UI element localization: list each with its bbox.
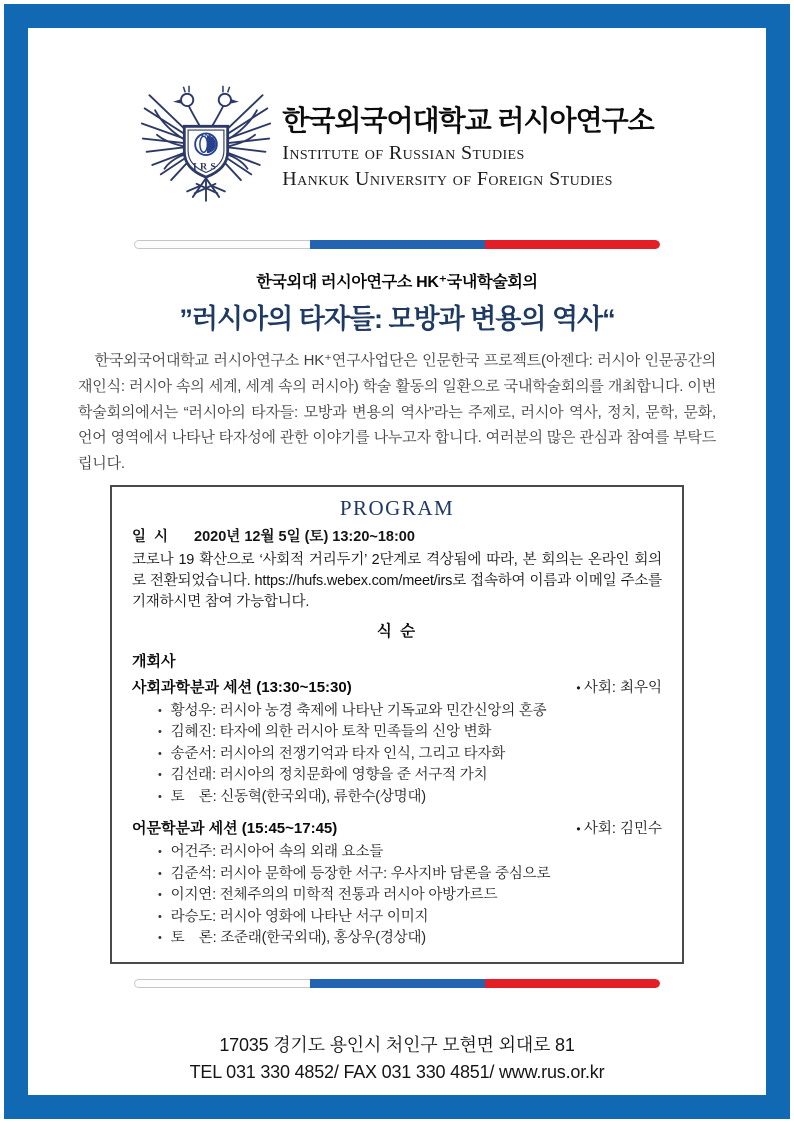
talk-item: • 김준석: 러시아 문학에 등장한 서구: 우사지바 담론을 중심으로 bbox=[158, 864, 662, 886]
footer-contact-block bbox=[28, 1032, 766, 1086]
org-name-english-line1: Institute of Russian Studies bbox=[282, 142, 525, 165]
talk-item: • 김선래: 러시아의 정치문화에 영향을 준 서구적 가치 bbox=[158, 765, 662, 787]
event-title: ”러시아의 타자들: 모방과 변용의 역사“ bbox=[179, 304, 615, 334]
agenda-heading: 식 순 bbox=[376, 622, 418, 640]
talk-item: • 어건주: 러시아어 속의 외래 요소들 bbox=[158, 842, 662, 864]
flag-white-segment bbox=[134, 979, 310, 988]
session2-moderator: • 사회: 김민수 bbox=[576, 818, 662, 840]
session1-moderator: • 사회: 최우익 bbox=[576, 677, 662, 699]
poster-content bbox=[28, 28, 766, 1095]
talk-item: • 라승도: 러시아 영화에 나타난 서구 이미지 bbox=[158, 907, 662, 929]
program-box-title: PROGRAM bbox=[339, 495, 455, 520]
opening-remarks-label: 개회사 bbox=[132, 652, 176, 670]
session1-talk-list bbox=[132, 701, 662, 809]
session1-header bbox=[132, 677, 662, 699]
datetime-label: 일 시 bbox=[132, 528, 171, 545]
institute-header bbox=[28, 82, 766, 214]
talk-item: • 황성우: 러시아 농경 축제에 나타난 기독교와 민간신앙의 혼종 bbox=[158, 701, 662, 723]
session2-title: 어문학분과 세션 (15:45~17:45) bbox=[132, 820, 338, 838]
datetime-value: 2020년 12월 5일 (토) 13:20~18:00 bbox=[194, 528, 415, 545]
russian-flag-bar-top bbox=[134, 240, 660, 249]
flag-blue-segment bbox=[310, 979, 485, 988]
org-name-korean: 한국외국어대학교 러시아연구소 bbox=[282, 104, 654, 136]
footer-contact: TEL 031 330 4852/ FAX 031 330 4851/ www.rus.or.kr bbox=[189, 1061, 605, 1082]
flag-red-segment bbox=[485, 240, 660, 249]
talk-item: • 토 론: 신동혁(한국외대), 류한수(상명대) bbox=[158, 787, 662, 809]
russian-flag-bar-bottom bbox=[134, 979, 660, 988]
session2-header bbox=[132, 818, 662, 840]
event-series-label: 한국외대 러시아연구소 HK⁺국내학술회의 bbox=[256, 274, 538, 291]
talk-item: • 이지연: 전체주의의 미학적 전통과 러시아 아방가르드 bbox=[158, 885, 662, 907]
footer-address: 17035 경기도 용인시 처인구 모현면 외대로 81 bbox=[219, 1034, 575, 1055]
online-meeting-notice: 코로나 19 확산으로 ‘사회적 거리두기’ 2단계로 격상됨에 따라, 본 회의는 온라인 회의로 전환되었습니다. https://hufs.webex.com/meet/irs로 접속하여 이름과 이메일 주소를 기재하시면 참여 가능합니다. bbox=[132, 551, 662, 610]
flag-white-segment bbox=[134, 240, 310, 249]
flag-red-segment bbox=[485, 979, 660, 988]
program-box bbox=[110, 485, 684, 964]
talk-item: • 토 론: 조준래(한국외대), 홍상우(경상대) bbox=[158, 928, 662, 950]
org-name-english-line2: Hankuk University of Foreign Studies bbox=[282, 167, 613, 190]
talk-item: • 송준서: 러시아의 전쟁기억과 타자 인식, 그리고 타자화 bbox=[158, 744, 662, 766]
institute-names bbox=[282, 104, 653, 193]
session1-title: 사회과학분과 세션 (13:30~15:30) bbox=[132, 678, 352, 696]
talk-item: • 김혜진: 타자에 의한 러시아 토착 민족들의 신앙 변화 bbox=[158, 722, 662, 744]
logo-shield-text: IRS bbox=[193, 161, 220, 173]
event-datetime-row bbox=[132, 525, 662, 549]
irs-eagle-logo-icon bbox=[140, 82, 272, 214]
session2-talk-list bbox=[132, 842, 662, 950]
flag-blue-segment bbox=[310, 240, 485, 249]
event-description: 한국외국어대학교 러시아연구소 HK⁺연구사업단은 인문한국 프로젝트(아젠다: 러시아 인문공간의 재인식: 러시아 속의 세계, 세계 속의 러시아) 학술 활동의 일환으로 국내학술회의를 개최합니다. 이번 학술회의에서는 “러시아의 타자들: 모방과 변용의 역사”라는 주제로, 러시아 역사, 정치, 문학, 문화, 언어 영역에서 나타난 타자성에 관한 이야기를 나누고자 합니다. 여러분의 많은 관심과 참여를 부탁드립니다. bbox=[78, 352, 716, 473]
